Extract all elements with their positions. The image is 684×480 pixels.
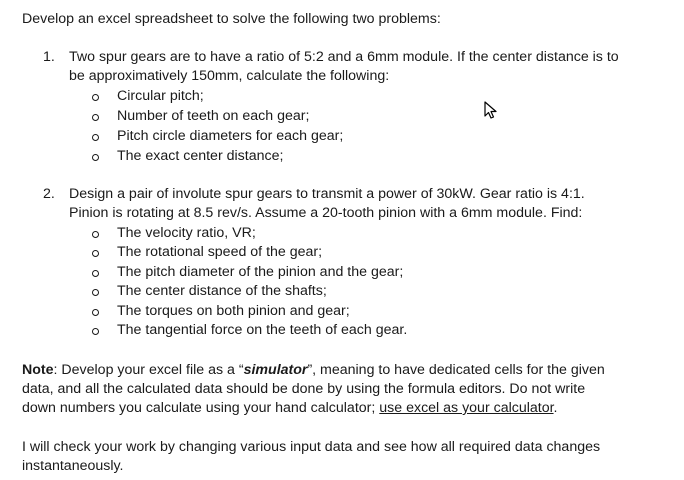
problem-2-line-1: Design a pair of involute spur gears to transmit a power of 30kW. Gear ratio is 4:1. xyxy=(69,186,585,202)
note-text: . xyxy=(553,400,558,416)
problem-1-line-1: Two spur gears are to have a ratio of 5:2 and a 6mm module. If the center distance is to xyxy=(69,49,619,65)
bullet-icon xyxy=(92,250,99,257)
problem-2-line-2: Pinion is rotating at 8.5 rev/s. Assume a 20-tooth pinion with a 6mm module. Find: xyxy=(69,205,583,221)
problem-1-item: Circular pitch; xyxy=(117,88,204,104)
bullet-icon xyxy=(92,134,99,141)
note-label: Note xyxy=(22,362,54,378)
problem-1-item: Number of teeth on each gear; xyxy=(117,108,310,124)
problem-2-item: The tangential force on the teeth of each gear. xyxy=(117,322,408,338)
note-text: ”, meaning to have dedicated cells for the given xyxy=(307,362,605,378)
bullet-icon xyxy=(92,154,99,161)
bullet-icon xyxy=(92,270,99,277)
simulator-term: simulator xyxy=(243,362,308,378)
note-text: : Develop your excel file as a “ xyxy=(53,362,244,378)
closing-line-1: I will check your work by changing various input data and see how all required data changes xyxy=(22,439,601,455)
bullet-icon xyxy=(92,94,99,101)
bullet-icon xyxy=(92,289,99,296)
intro-text: Develop an excel spreadsheet to solve the following two problems: xyxy=(22,11,441,27)
problem-2-item: The torques on both pinion and gear; xyxy=(117,303,350,319)
bullet-icon xyxy=(92,328,99,335)
problem-2-number: 2. xyxy=(43,186,55,202)
note-line-1 xyxy=(22,361,605,380)
problem-2-item: The center distance of the shafts; xyxy=(117,283,327,299)
mouse-pointer-icon xyxy=(484,101,498,119)
closing-line-2: instantaneously. xyxy=(22,458,124,474)
problem-1-item: Pitch circle diameters for each gear; xyxy=(117,128,344,144)
note-line-2: data, and all the calculated data should be done by using the formula editors. Do not write xyxy=(22,381,586,397)
note-text: down numbers you calculate using your hand calculator; xyxy=(22,400,380,416)
problem-1-item: The exact center distance; xyxy=(117,148,284,164)
problem-2-item: The rotational speed of the gear; xyxy=(117,244,323,260)
bullet-icon xyxy=(92,114,99,121)
problem-2-item: The pitch diameter of the pinion and the gear; xyxy=(117,264,404,280)
bullet-icon xyxy=(92,309,99,316)
note-line-3 xyxy=(22,399,558,418)
problem-2-item: The velocity ratio, VR; xyxy=(117,225,256,241)
problem-1-number: 1. xyxy=(43,49,55,65)
problem-1-line-2: be approximatively 150mm, calculate the following: xyxy=(69,68,390,84)
underlined-phrase: use excel as your calculator xyxy=(379,400,554,416)
bullet-icon xyxy=(92,231,99,238)
